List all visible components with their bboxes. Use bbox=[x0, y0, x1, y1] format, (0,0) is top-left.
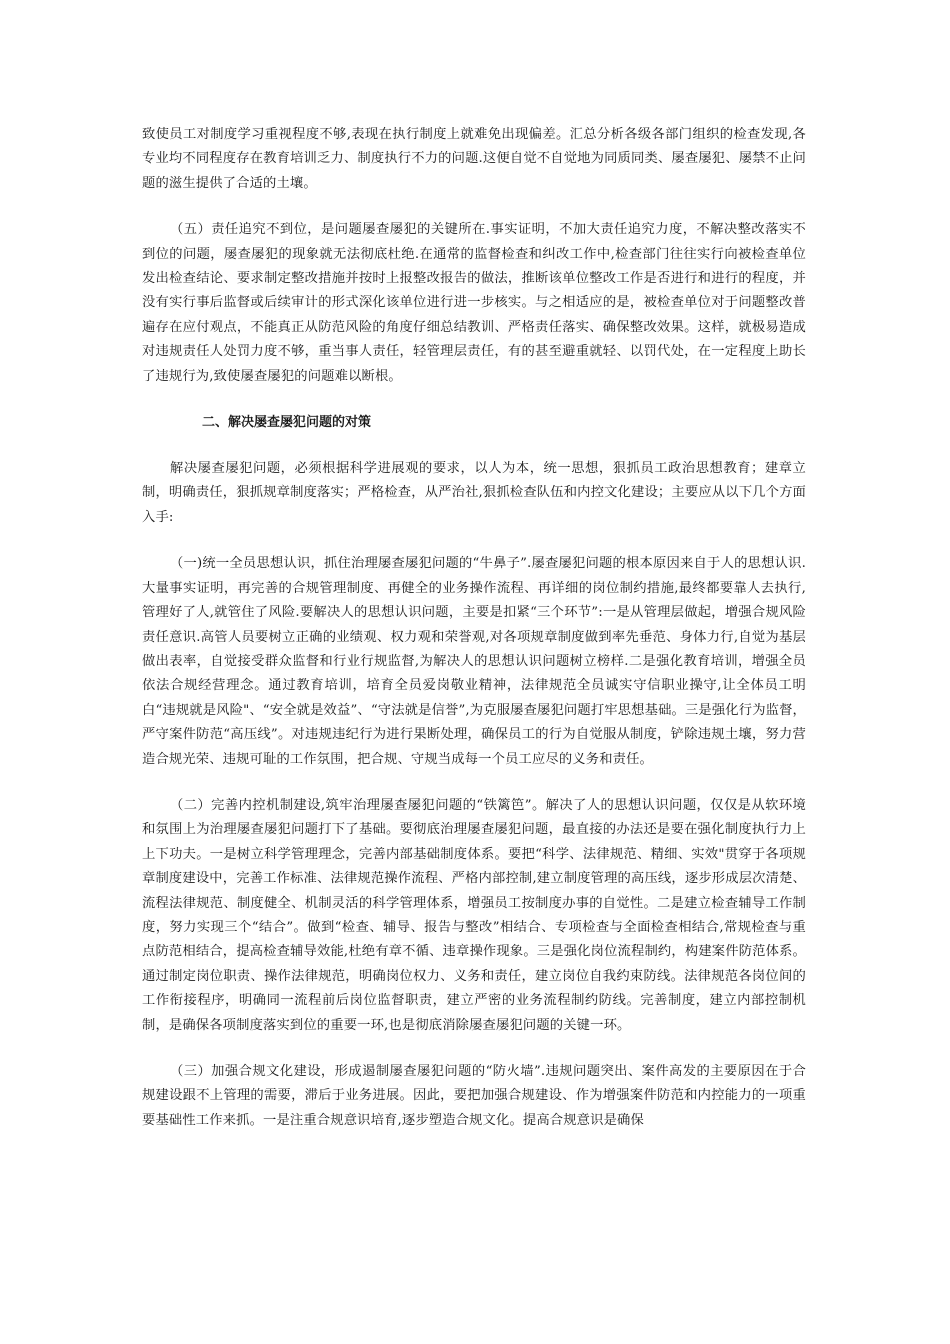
paragraph-3: 解决屡查屡犯问题，必须根据科学进展观的要求，以人为本，统一思想，狠抓员工政治思想教育；建章立制，明确责任，狠抓规章制度落实；严格检查，从严治社,狠抓检查队伍和内控文化建设；主要应从以下几个方面入手: bbox=[142, 461, 806, 525]
paragraph-5: （二）完善内控机制建设,筑牢治理屡查屡犯问题的“铁篱笆”。解决了人的思想认识问题，仅仅是从软环境和氛围上为治理屡查屡犯问题打下了基础。要彻底治理屡查屡犯问题，最直接的办法还是要在强化制度执行力上上下功夫。一是树立科学管理理念，完善内部基础制度体系。要把“科学、法律规范、精细、实效"贯穿于各项规章制度建设中，完善工作标准、法律规范操作流程、严格内部控制,建立制度管理的高压线，逐步形成层次清楚、流程法律规范、制度健全、机制灵活的科学管理体系，增强员工按制度办事的自觉性。二是建立检查辅导工作制度，努力实现三个“结合”。做到“检查、辅导、报告与整改”相结合、专项检查与全面检查相结合,常规检查与重点防范相结合，提高检查辅导效能,杜绝有章不循、违章操作现象。三是强化岗位流程制约，构建案件防范体系。通过制定岗位职责、操作法律规范，明确岗位权力、义务和责任，建立岗位自我约束防线。法律规范各岗位间的工作衔接程序，明确同一流程前后岗位监督职责，建立严密的业务流程制约防线。完善制度，建立内部控制机制，是确保各项制度落实到位的重要一环,也是彻底消除屡查屡犯问题的关键一环。 bbox=[142, 797, 806, 1033]
paragraph-6: （三）加强合规文化建设，形成遏制屡查屡犯问题的“防火墙”.违规问题突出、案件高发的主要原因在于合规建设跟不上管理的需要，滞后于业务进展。因此，要把加强合规建设、作为增强案件防范和内控能力的一项重要基础性工作来抓。一是注重合规意识培育,逐步塑造合规文化。提高合规意识是确保 bbox=[142, 1064, 806, 1128]
paragraph-2: （五）责任追究不到位，是问题屡查屡犯的关键所在.事实证明，不加大责任追究力度，不解决整改落实不到位的问题，屡查屡犯的现象就无法彻底杜绝.在通常的监督检查和纠改工作中,检查部门往往实行向被检查单位发出检查结论、要求制定整改措施并按时上报整改报告的做法，推断该单位整改工作是否进行和进行的程度，并没有实行事后监督或后续审计的形式深化该单位进行进一步核实。与之相适应的是，被检查单位对于问题整改普遍存在应付观点，不能真正从防范风险的角度仔细总结教训、严格责任落实、确保整改效果。这样，就极易造成对违规责任人处罚力度不够，重当事人责任，轻管理层责任，有的甚至避重就轻、以罚代处，在一定程度上助长了违规行为,致使屡查屡犯的问题难以断根。 bbox=[142, 222, 806, 384]
document-page bbox=[142, 123, 806, 1133]
paragraph-1: 致使员工对制度学习重视程度不够,表现在执行制度上就难免出现偏差。汇总分析各级各部门组织的检查发现,各专业均不同程度存在教育培训乏力、制度执行不力的问题.这便自觉不自觉地为同质同类、屡查屡犯、屡禁不止问题的滋生提供了合适的土壤。 bbox=[142, 127, 806, 191]
paragraph-4: （一)统一全员思想认识，抓住治理屡查屡犯问题的“牛鼻子”.屡查屡犯问题的根本原因来自于人的思想认识.大量事实证明，再完善的合规管理制度、再健全的业务操作流程、再详细的岗位制约措施,最终都要靠人去执行,管理好了人,就管住了风险.要解决人的思想认识问题，主要是扣紧“三个环节”:一是从管理层做起，增强合规风险责任意识.高管人员要树立正确的业绩观、权力观和荣誉观,对各项规章制度做到率先垂范、身体力行,自觉为基层做出表率，自觉接受群众监督和行业行规监督,为解决人的思想认识问题树立榜样.二是强化教育培训，增强全员依法合规经营理念。通过教育培训，培育全员爱岗敬业精神，法律规范全员诚实守信职业操守,让全体员工明白“违规就是风险"、“安全就是效益”、“守法就是信誉”,为克服屡查屡犯问题打牢思想基础。三是强化行为监督，严守案件防范“高压线”。对违规违纪行为进行果断处理，确保员工的行为自觉服从制度，铲除违规土壤，努力营造合规光荣、违规可耻的工作氛围，把合规、守规当成每一个员工应尽的义务和责任。 bbox=[142, 556, 807, 767]
section-heading: 二、解决屡查屡犯问题的对策 bbox=[202, 415, 372, 431]
